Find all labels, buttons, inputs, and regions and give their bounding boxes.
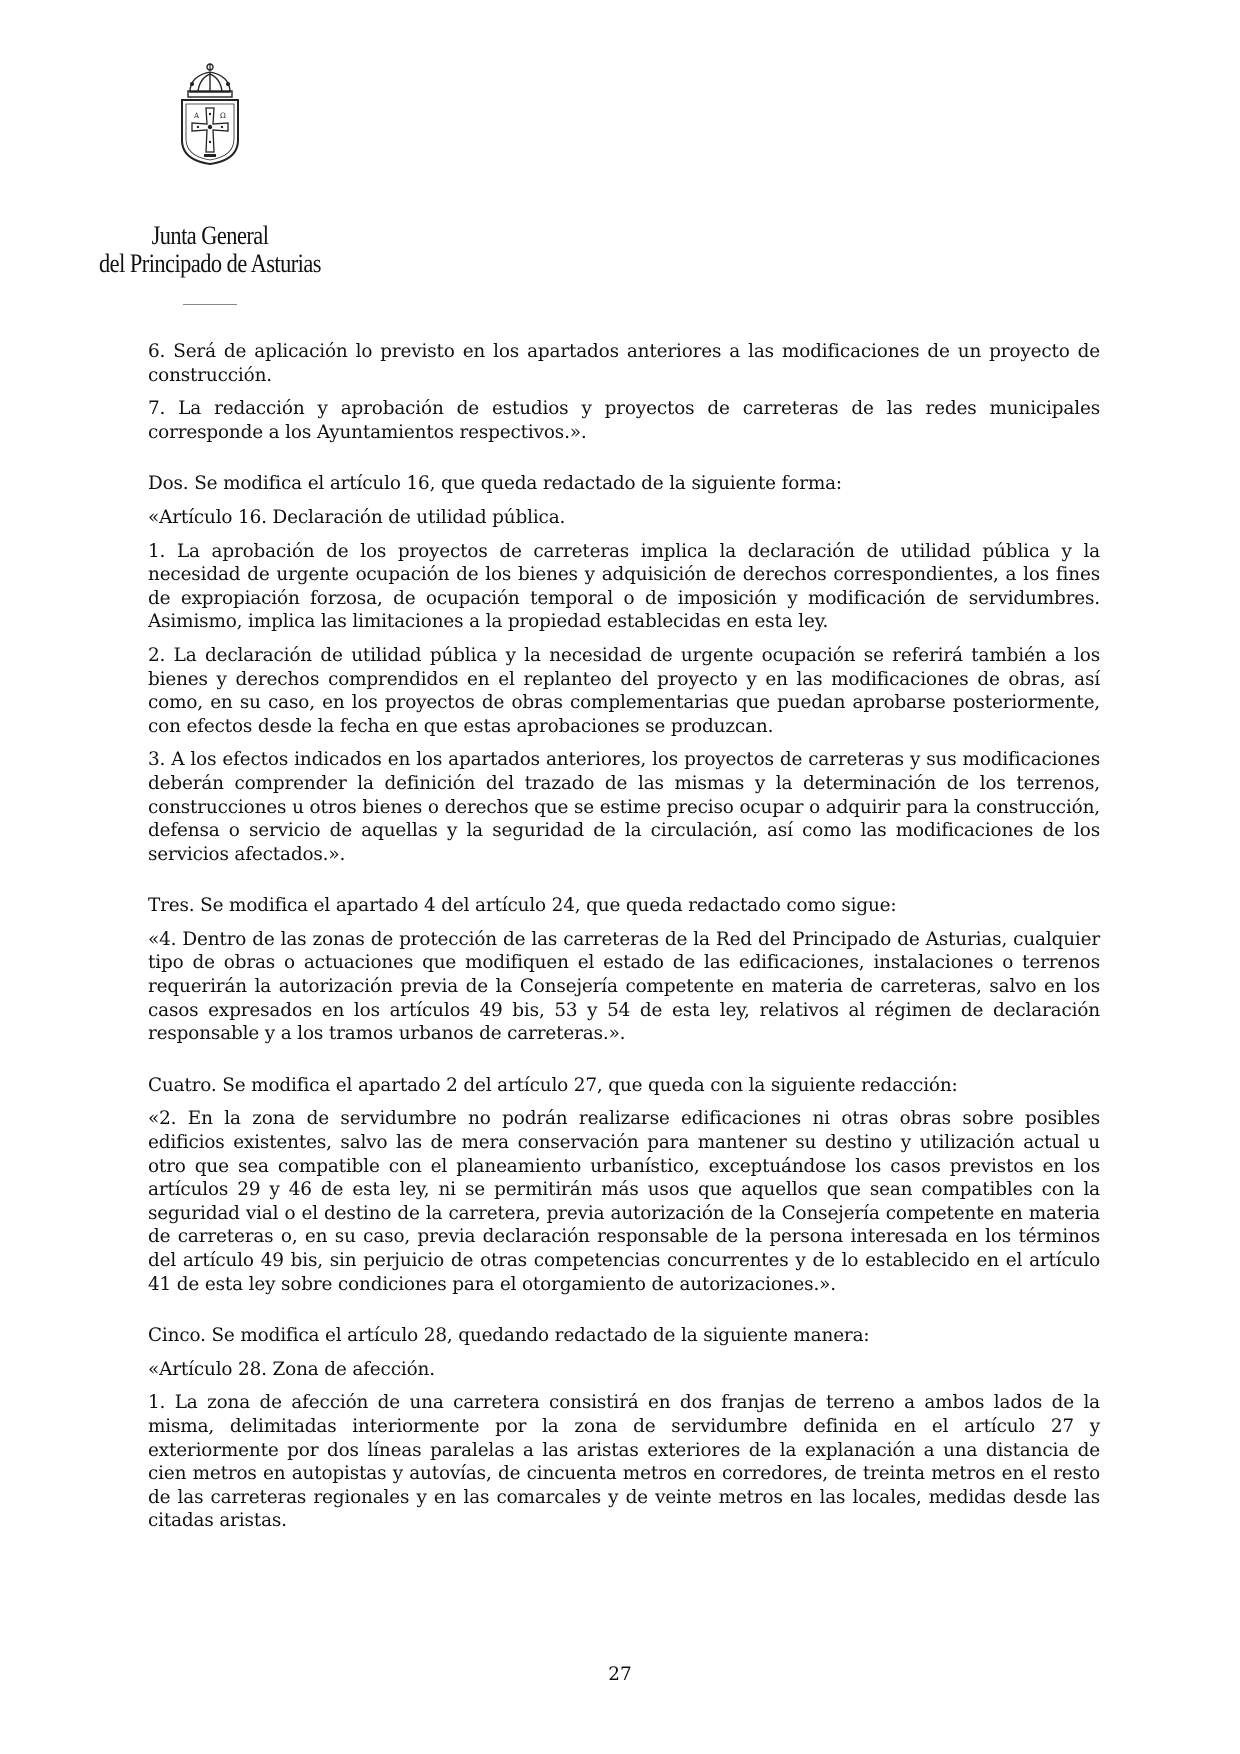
amendment-heading: Tres. Se modifica el apartado 4 del artículo 24, que queda redactado como sigue: [148, 895, 897, 917]
article-title: «Artículo 28. Zona de afección. [148, 1358, 435, 1380]
paragraph: 2. La declaración de utilidad pública y la necesidad de urgente ocupación se referirá también a los bienes y derechos comprendidos en el replanteo del proyecto y en las modificaciones de obras, así como, en su caso, en los proyectos de obras complementarias que puedan aprobarse posteriormente, con efectos desde la fecha en que estas aprobaciones se produzcan. [148, 644, 1100, 737]
coat-of-arms-icon [168, 62, 252, 166]
organization-name-line-2: del Principado de Asturias [99, 249, 321, 278]
amendment-heading: Cuatro. Se modifica el apartado 2 del artículo 27, que queda con la siguiente redacción: [148, 1074, 958, 1096]
page-number: 27 [608, 1664, 632, 1685]
paragraph: 1. La zona de afección de una carretera consistirá en dos franjas de terreno a ambos lados de la misma, delimitadas interiormente por la zona de servidumbre definida en el artículo 27 y exteriormente por dos líneas paralelas a las aristas exteriores de la explanación a una distancia de cien metros en autopistas y autovías, de cincuenta metros en corredores, de treinta metros en el resto de las carreteras regionales y en las comarcales y de veinte metros en las locales, medidas desde las citadas aristas. [148, 1392, 1100, 1532]
organization-name-line-1: Junta General [151, 221, 269, 250]
document-body [148, 340, 1100, 1533]
paragraph: 1. La aprobación de los proyectos de carreteras implica la declaración de utilidad pública y la necesidad de urgente ocupación de los bienes y adquisición de derechos correspondientes, a los fines de expropiación forzosa, de ocupación temporal o de imposición y modificación de servidumbres. Asimismo, implica las limitaciones a la propiedad establecidas en esta ley. [148, 540, 1100, 633]
letterhead-divider [183, 304, 237, 305]
paragraph: «4. Dentro de las zonas de protección de las carreteras de la Red del Principado de Asturias, cualquier tipo de obras o actuaciones que modifiquen el estado de las edificaciones, instalaciones o terrenos requerirán la autorización previa de la Consejería competente en materia de carreteras, salvo en los casos expresados en los artículos 49 bis, 53 y 54 de esta ley, relativos al régimen de declaración responsable y a los tramos urbanos de carreteras.». [148, 928, 1100, 1045]
paragraph: 7. La redacción y aprobación de estudios y proyectos de carreteras de las redes municipales corresponde a los Ayuntamientos respectivos.». [148, 398, 1100, 443]
svg-text:Ω: Ω [220, 112, 226, 120]
amendment-heading: Dos. Se modifica el artículo 16, que queda redactado de la siguiente forma: [148, 473, 842, 495]
letterhead [80, 62, 340, 305]
paragraph: 6. Será de aplicación lo previsto en los apartados anteriores a las modificaciones de un proyecto de construcción. [148, 341, 1100, 386]
article-title: «Artículo 16. Declaración de utilidad pública. [148, 506, 566, 528]
paragraph: 3. A los efectos indicados en los apartados anteriores, los proyectos de carreteras y sus modificaciones deberán comprender la definición del trazado de las mismas y la determinación de los terrenos, construcciones u otros bienes o derechos que se estime preciso ocupar o adquirir para la construcción, defensa o servicio de aquellas y la seguridad de la circulación, así como las modificaciones de los servicios afectados.». [148, 749, 1100, 865]
amendment-heading: Cinco. Se modifica el artículo 28, quedando redactado de la siguiente manera: [148, 1325, 870, 1347]
svg-text:A: A [194, 112, 200, 120]
paragraph: «2. En la zona de servidumbre no podrán realizarse edificaciones ni otras obras sobre posibles edificios existentes, salvo las de mera conservación para mantener su destino y utilización actual u otro que sea compatible con el planeamiento urbanístico, exceptuándose los casos previstos en los artículos 29 y 46 de esta ley, ni se permitirán más usos que aquellos que sean compatibles con la seguridad vial o el destino de la carretera, previa autorización de la Consejería competente en materia de carreteras o, en su caso, previa declaración responsable de la persona interesada en los términos del artículo 49 bis, sin perjuicio de otras competencias concurrentes y de lo establecido en el artículo 41 de esta ley sobre condiciones para el otorgamiento de autorizaciones.». [148, 1108, 1100, 1295]
